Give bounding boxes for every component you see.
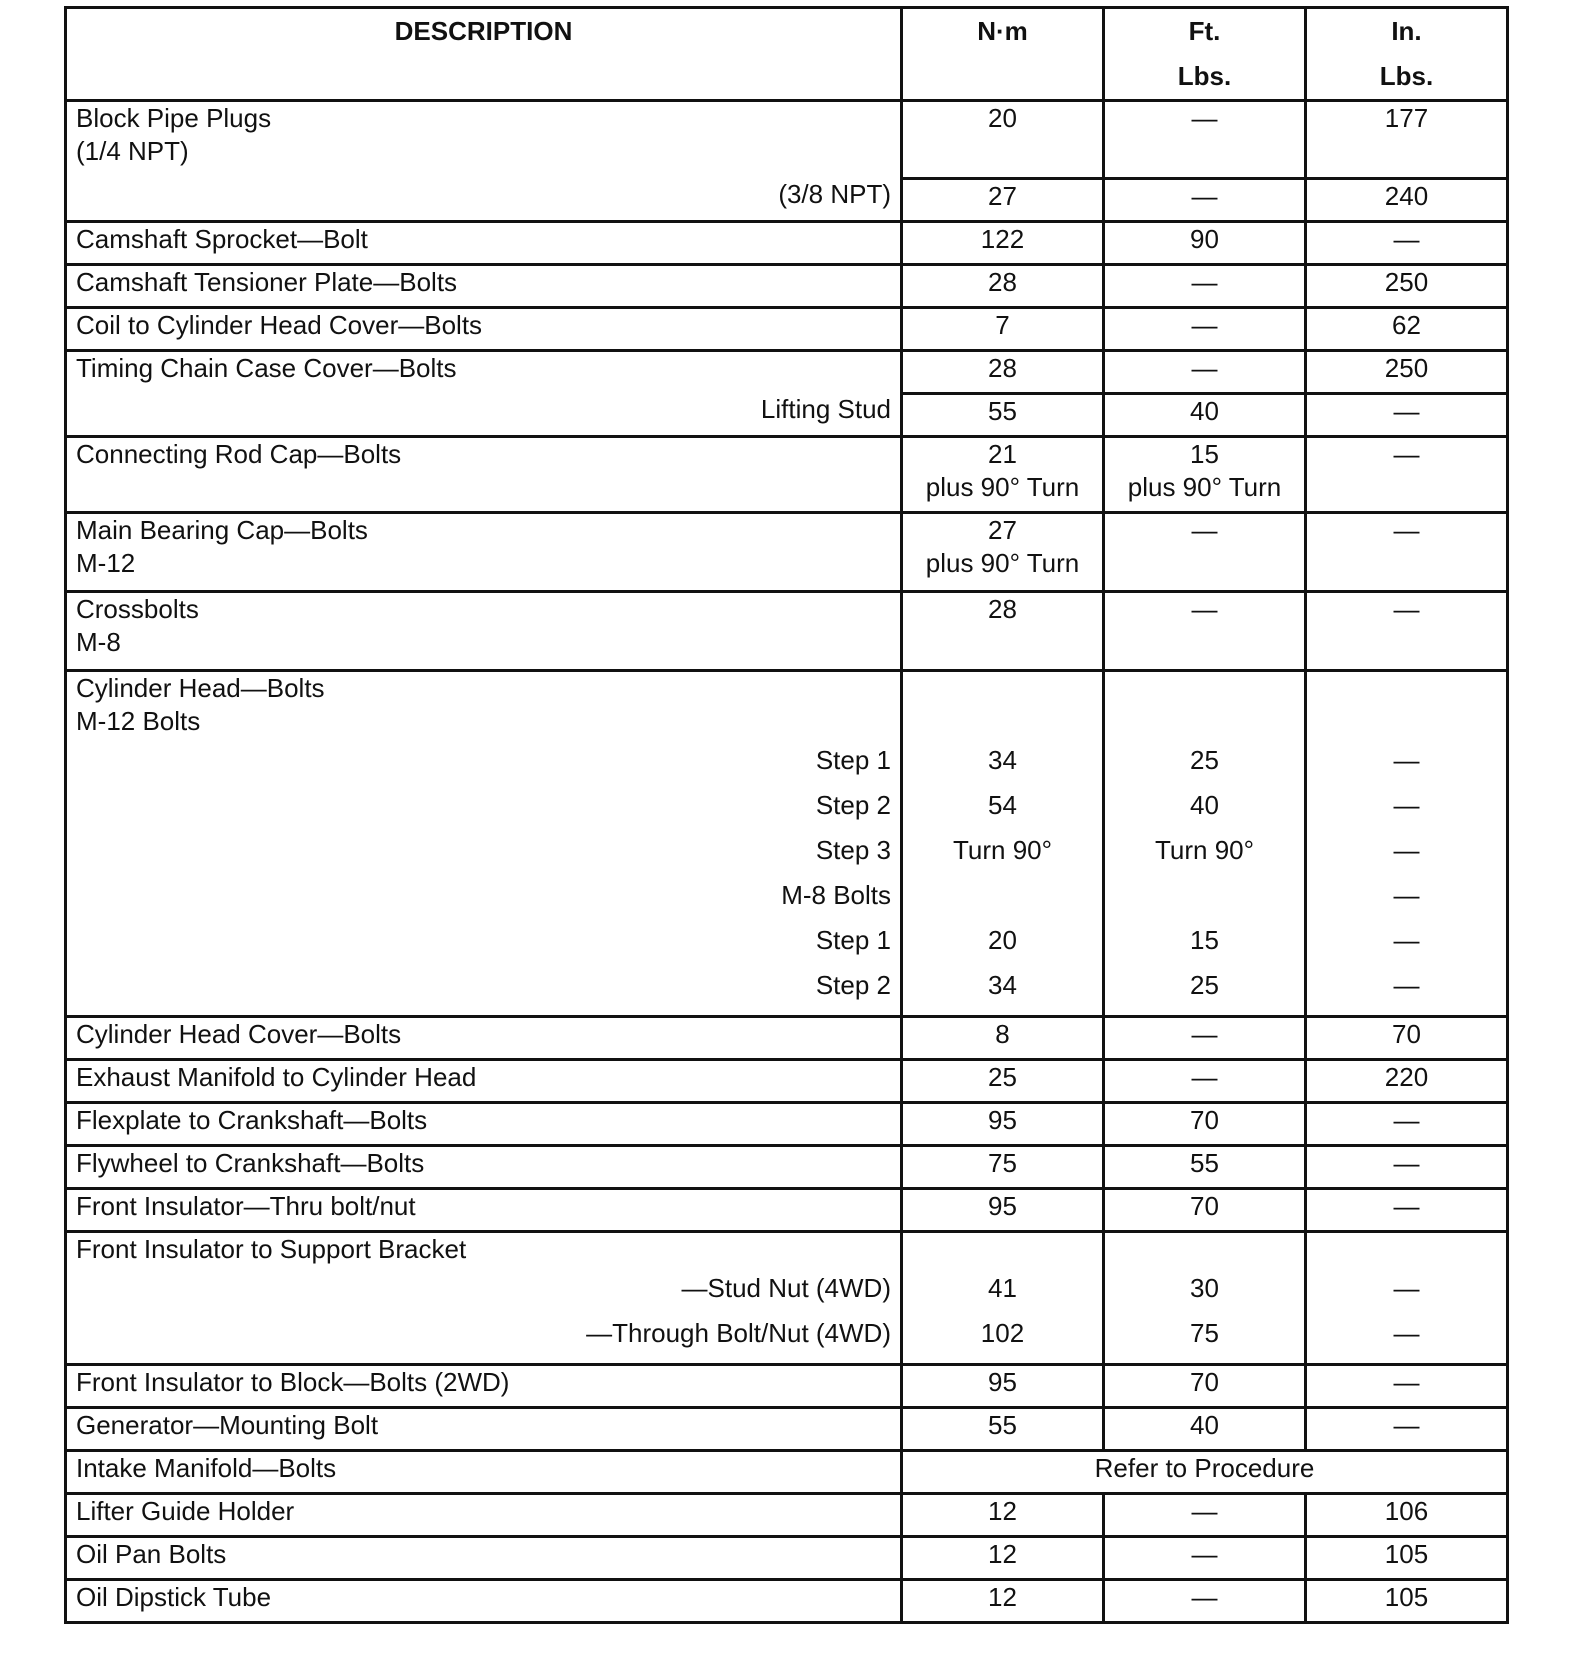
cell-text: (3/8 NPT) bbox=[778, 179, 891, 209]
cell-text: 40 bbox=[1190, 789, 1219, 820]
cell-text: 105 bbox=[1384, 1581, 1429, 1612]
row-sub-description bbox=[66, 393, 902, 436]
cell-text: M-8 Bolts bbox=[781, 879, 891, 910]
cell-text: 70 bbox=[1190, 1104, 1219, 1135]
cell-text: 106 bbox=[1384, 1495, 1429, 1526]
cell-text bbox=[1114, 873, 1295, 918]
cell-text: 28 bbox=[988, 593, 1017, 624]
cell-text: 8 bbox=[995, 1018, 1010, 1049]
cell-text: — bbox=[1393, 789, 1420, 820]
cell-text: 90 bbox=[1190, 223, 1219, 254]
cell-text: 102 bbox=[980, 1317, 1025, 1348]
cell-text: 12 bbox=[988, 1538, 1017, 1569]
cell-text: — bbox=[1393, 438, 1420, 469]
cell-text: — bbox=[1191, 180, 1218, 211]
row-description bbox=[66, 1102, 902, 1145]
row-nm-value bbox=[902, 1579, 1104, 1622]
cell-text: 40 bbox=[1190, 395, 1219, 426]
row-description bbox=[66, 1059, 902, 1102]
table-row bbox=[66, 670, 1508, 1016]
cell-text: — bbox=[1393, 395, 1420, 426]
table-row bbox=[66, 512, 1508, 591]
row-description bbox=[66, 350, 902, 393]
table-row bbox=[66, 178, 1508, 221]
torque-spec-table bbox=[64, 6, 1509, 1624]
cell-text: Cylinder Head Cover—Bolts bbox=[76, 1018, 402, 1049]
cell-text: Step 1 bbox=[815, 744, 891, 775]
row-ft-lbs-value bbox=[1104, 1231, 1306, 1364]
row-ft-lbs-value bbox=[1104, 1059, 1306, 1102]
row-merged-value bbox=[902, 1450, 1508, 1493]
cell-text: 70 bbox=[1392, 1018, 1421, 1049]
row-description bbox=[66, 591, 902, 670]
cell-text: — bbox=[1191, 1061, 1218, 1092]
cell-text: — bbox=[1393, 514, 1420, 545]
cell-text: plus 90° Turn bbox=[1127, 471, 1282, 502]
cell-text: 75 bbox=[1190, 1317, 1219, 1348]
row-in-lbs-value bbox=[1306, 1059, 1508, 1102]
cell-text: 28 bbox=[988, 352, 1017, 383]
cell-text: — bbox=[1393, 969, 1420, 1000]
table-row bbox=[66, 1579, 1508, 1622]
cell-text: Turn 90° bbox=[1154, 834, 1255, 865]
cell-text: — bbox=[1191, 593, 1218, 624]
cell-text: Crossbolts bbox=[76, 593, 199, 624]
row-in-lbs-value bbox=[1306, 101, 1508, 179]
table-row bbox=[66, 307, 1508, 350]
row-nm-value bbox=[902, 1059, 1104, 1102]
spacer bbox=[912, 1233, 1093, 1266]
cell-text: 95 bbox=[988, 1190, 1017, 1221]
row-ft-lbs-value bbox=[1104, 393, 1306, 436]
cell-text: 27 bbox=[988, 180, 1017, 211]
row-description bbox=[66, 1450, 902, 1493]
cell-text: — bbox=[1393, 223, 1420, 254]
row-ft-lbs-value bbox=[1104, 436, 1306, 512]
cell-text: 27 bbox=[988, 514, 1017, 545]
cell-text: — bbox=[1393, 879, 1420, 910]
row-in-lbs-value bbox=[1306, 1102, 1508, 1145]
cell-text: Coil to Cylinder Head Cover—Bolts bbox=[76, 309, 483, 340]
cell-text: 220 bbox=[1384, 1061, 1429, 1092]
cell-text: — bbox=[1393, 1317, 1420, 1348]
row-ft-lbs-value bbox=[1104, 1579, 1306, 1622]
row-nm-value bbox=[902, 221, 1104, 264]
cell-text: (1/4 NPT) bbox=[76, 136, 189, 166]
cell-text: 250 bbox=[1384, 266, 1429, 297]
row-ft-lbs-value bbox=[1104, 1407, 1306, 1450]
row-in-lbs-value bbox=[1306, 1536, 1508, 1579]
cell-text: 34 bbox=[988, 744, 1017, 775]
cell-text: Generator—Mounting Bolt bbox=[76, 1409, 379, 1440]
row-in-lbs-value bbox=[1306, 393, 1508, 436]
table-row bbox=[66, 1407, 1508, 1450]
table-row bbox=[66, 1493, 1508, 1536]
row-description bbox=[66, 1536, 902, 1579]
cell-text: 55 bbox=[1190, 1147, 1219, 1178]
cell-text: 12 bbox=[988, 1581, 1017, 1612]
row-in-lbs-value bbox=[1306, 1493, 1508, 1536]
row-ft-lbs-value bbox=[1104, 101, 1306, 179]
row-nm-value bbox=[902, 1364, 1104, 1407]
cell-text: M-12 bbox=[76, 547, 136, 578]
row-ft-lbs-value bbox=[1104, 591, 1306, 670]
row-nm-value bbox=[902, 307, 1104, 350]
row-description bbox=[66, 670, 902, 1016]
cell-text: — bbox=[1191, 1581, 1218, 1612]
table-row bbox=[66, 1059, 1508, 1102]
cell-text: — bbox=[1191, 1018, 1218, 1049]
row-description bbox=[66, 436, 902, 512]
cell-text: Camshaft Tensioner Plate—Bolts bbox=[76, 266, 458, 297]
cell-text: — bbox=[1393, 1409, 1420, 1440]
cell-text: 70 bbox=[1190, 1190, 1219, 1221]
cell-text: Flywheel to Crankshaft—Bolts bbox=[76, 1147, 425, 1178]
row-ft-lbs-value bbox=[1104, 178, 1306, 221]
table-row bbox=[66, 1188, 1508, 1231]
cell-text: 177 bbox=[1384, 103, 1429, 133]
cell-text: 105 bbox=[1384, 1538, 1429, 1569]
table-row bbox=[66, 101, 1508, 179]
header-nm: N·m bbox=[902, 8, 1104, 101]
cell-text bbox=[912, 873, 1093, 918]
row-in-lbs-value bbox=[1306, 307, 1508, 350]
row-nm-value bbox=[902, 1493, 1104, 1536]
header-ft-lbs: Ft. Lbs. bbox=[1104, 8, 1306, 101]
row-nm-value bbox=[902, 350, 1104, 393]
table-row bbox=[66, 1145, 1508, 1188]
row-sub-description bbox=[66, 178, 902, 221]
cell-text: — bbox=[1393, 1104, 1420, 1135]
cell-text: Block Pipe Plugs bbox=[76, 103, 272, 133]
spacer bbox=[1114, 672, 1295, 705]
cell-text: Step 2 bbox=[815, 969, 891, 1000]
cell-text: 20 bbox=[988, 924, 1017, 955]
cell-text: 15 bbox=[1190, 924, 1219, 955]
cell-text: Step 2 bbox=[815, 789, 891, 820]
row-in-lbs-value bbox=[1306, 1188, 1508, 1231]
row-in-lbs-value bbox=[1306, 1231, 1508, 1364]
table-row bbox=[66, 1231, 1508, 1364]
row-ft-lbs-value bbox=[1104, 670, 1306, 1016]
row-in-lbs-value bbox=[1306, 591, 1508, 670]
cell-text: — bbox=[1393, 1366, 1420, 1397]
row-in-lbs-value bbox=[1306, 1364, 1508, 1407]
cell-text: Refer to Procedure bbox=[1094, 1452, 1315, 1483]
cell-text: — bbox=[1393, 834, 1420, 865]
row-description bbox=[66, 1145, 902, 1188]
row-in-lbs-value bbox=[1306, 350, 1508, 393]
header-in-lbs: In. Lbs. bbox=[1379, 16, 1434, 91]
spacer bbox=[912, 672, 1093, 705]
cell-text: Timing Chain Case Cover—Bolts bbox=[76, 352, 457, 383]
table-row bbox=[66, 1102, 1508, 1145]
table-row bbox=[66, 393, 1508, 436]
row-description bbox=[66, 1407, 902, 1450]
row-in-lbs-value bbox=[1306, 512, 1508, 591]
row-nm-value bbox=[902, 1016, 1104, 1059]
cell-text: 34 bbox=[988, 969, 1017, 1000]
table-row bbox=[66, 264, 1508, 307]
spacer bbox=[1316, 672, 1497, 705]
row-nm-value bbox=[902, 512, 1104, 591]
cell-text: Oil Pan Bolts bbox=[76, 1538, 227, 1569]
row-description bbox=[66, 1188, 902, 1231]
cell-text: Exhaust Manifold to Cylinder Head bbox=[76, 1061, 477, 1092]
cell-text: 15 bbox=[1190, 438, 1219, 469]
cell-text: — bbox=[1191, 266, 1218, 297]
cell-text: 240 bbox=[1384, 180, 1429, 211]
cell-text: Front Insulator to Support Bracket bbox=[76, 1233, 467, 1264]
cell-text: 21 bbox=[988, 438, 1017, 469]
cell-text: 7 bbox=[995, 309, 1010, 340]
row-ft-lbs-value bbox=[1104, 307, 1306, 350]
cell-text: 62 bbox=[1392, 309, 1421, 340]
cell-text: Lifter Guide Holder bbox=[76, 1495, 295, 1526]
row-nm-value bbox=[902, 1231, 1104, 1364]
row-in-lbs-value bbox=[1306, 1579, 1508, 1622]
cell-text: — bbox=[1191, 103, 1218, 133]
row-nm-value bbox=[902, 393, 1104, 436]
row-description bbox=[66, 307, 902, 350]
row-nm-value bbox=[902, 670, 1104, 1016]
table-row bbox=[66, 436, 1508, 512]
cell-text: Oil Dipstick Tube bbox=[76, 1581, 272, 1612]
row-nm-value bbox=[902, 264, 1104, 307]
cell-text: 20 bbox=[988, 103, 1017, 133]
spacer bbox=[912, 705, 1093, 738]
row-ft-lbs-value bbox=[1104, 221, 1306, 264]
cell-text: 25 bbox=[1190, 744, 1219, 775]
table-body bbox=[66, 101, 1508, 1623]
header-description: DESCRIPTION bbox=[66, 8, 902, 101]
cell-text: 54 bbox=[988, 789, 1017, 820]
table-row bbox=[66, 350, 1508, 393]
row-nm-value bbox=[902, 1536, 1104, 1579]
cell-text: 95 bbox=[988, 1366, 1017, 1397]
row-description bbox=[66, 512, 902, 591]
row-ft-lbs-value bbox=[1104, 1493, 1306, 1536]
row-ft-lbs-value bbox=[1104, 1145, 1306, 1188]
header-row bbox=[66, 8, 1508, 101]
cell-text: — bbox=[1393, 1147, 1420, 1178]
cell-text: Main Bearing Cap—Bolts bbox=[76, 514, 368, 545]
row-description bbox=[66, 264, 902, 307]
cell-text: Front Insulator—Thru bolt/nut bbox=[76, 1190, 416, 1221]
cell-text: plus 90° Turn bbox=[925, 471, 1080, 502]
table-row bbox=[66, 221, 1508, 264]
row-ft-lbs-value bbox=[1104, 512, 1306, 591]
cell-text: — bbox=[1393, 1272, 1420, 1303]
row-nm-value bbox=[902, 436, 1104, 512]
cell-text: Connecting Rod Cap—Bolts bbox=[76, 438, 402, 469]
spacer bbox=[1114, 1233, 1295, 1266]
cell-text: 75 bbox=[988, 1147, 1017, 1178]
row-nm-value bbox=[902, 1145, 1104, 1188]
cell-text: 40 bbox=[1190, 1409, 1219, 1440]
cell-text: M-8 bbox=[76, 626, 121, 657]
row-description bbox=[66, 1231, 902, 1364]
cell-text: 25 bbox=[1190, 969, 1219, 1000]
cell-text: Flexplate to Crankshaft—Bolts bbox=[76, 1104, 428, 1135]
row-in-lbs-value bbox=[1306, 264, 1508, 307]
cell-text: — bbox=[1191, 514, 1218, 545]
cell-text: 30 bbox=[1190, 1272, 1219, 1303]
cell-text: plus 90° Turn bbox=[925, 547, 1080, 578]
cell-text: — bbox=[1393, 744, 1420, 775]
row-ft-lbs-value bbox=[1104, 1188, 1306, 1231]
cell-text: M-12 Bolts bbox=[76, 705, 201, 736]
row-in-lbs-value bbox=[1306, 178, 1508, 221]
spacer bbox=[1316, 705, 1497, 738]
cell-text: —Through Bolt/Nut (4WD) bbox=[586, 1317, 891, 1348]
cell-text: — bbox=[1393, 593, 1420, 624]
row-description bbox=[66, 101, 902, 179]
cell-text: 12 bbox=[988, 1495, 1017, 1526]
cell-text: — bbox=[1393, 924, 1420, 955]
cell-text: Lifting Stud bbox=[760, 394, 891, 424]
cell-text: — bbox=[1393, 1190, 1420, 1221]
row-in-lbs-value bbox=[1306, 436, 1508, 512]
spacer bbox=[1316, 1233, 1497, 1266]
row-ft-lbs-value bbox=[1104, 264, 1306, 307]
cell-text: 70 bbox=[1190, 1366, 1219, 1397]
row-nm-value bbox=[902, 591, 1104, 670]
cell-text: 28 bbox=[988, 266, 1017, 297]
row-in-lbs-value bbox=[1306, 1407, 1508, 1450]
row-ft-lbs-value bbox=[1104, 1536, 1306, 1579]
cell-text: Camshaft Sprocket—Bolt bbox=[76, 223, 368, 254]
row-in-lbs-value bbox=[1306, 221, 1508, 264]
row-description bbox=[66, 1579, 902, 1622]
row-description bbox=[66, 1016, 902, 1059]
row-description bbox=[66, 221, 902, 264]
table-row bbox=[66, 1364, 1508, 1407]
cell-text: — bbox=[1191, 309, 1218, 340]
row-nm-value bbox=[902, 1407, 1104, 1450]
cell-text: Front Insulator to Block—Bolts (2WD) bbox=[76, 1366, 510, 1397]
row-in-lbs-value bbox=[1306, 1016, 1508, 1059]
row-nm-value bbox=[902, 178, 1104, 221]
cell-text: Intake Manifold—Bolts bbox=[76, 1452, 337, 1483]
row-ft-lbs-value bbox=[1104, 1364, 1306, 1407]
cell-text: 95 bbox=[988, 1104, 1017, 1135]
table-row bbox=[66, 1016, 1508, 1059]
row-nm-value bbox=[902, 1188, 1104, 1231]
row-description bbox=[66, 1493, 902, 1536]
cell-text: Cylinder Head—Bolts bbox=[76, 672, 325, 703]
spacer bbox=[1114, 705, 1295, 738]
cell-text: 250 bbox=[1384, 352, 1429, 383]
cell-text: 122 bbox=[980, 223, 1025, 254]
cell-text: 55 bbox=[988, 395, 1017, 426]
row-nm-value bbox=[902, 101, 1104, 179]
row-description bbox=[66, 1364, 902, 1407]
cell-text: 25 bbox=[988, 1061, 1017, 1092]
cell-text: — bbox=[1191, 352, 1218, 383]
row-in-lbs-value bbox=[1306, 670, 1508, 1016]
row-ft-lbs-value bbox=[1104, 1102, 1306, 1145]
cell-text: Step 1 bbox=[815, 924, 891, 955]
cell-text: 41 bbox=[988, 1272, 1017, 1303]
row-in-lbs-value bbox=[1306, 1145, 1508, 1188]
table-row bbox=[66, 1536, 1508, 1579]
cell-text: — bbox=[1191, 1495, 1218, 1526]
table-row bbox=[66, 591, 1508, 670]
row-ft-lbs-value bbox=[1104, 1016, 1306, 1059]
table-row bbox=[66, 1450, 1508, 1493]
row-ft-lbs-value bbox=[1104, 350, 1306, 393]
cell-text: Step 3 bbox=[815, 834, 891, 865]
cell-text: — bbox=[1191, 1538, 1218, 1569]
row-nm-value bbox=[902, 1102, 1104, 1145]
cell-text: —Stud Nut (4WD) bbox=[681, 1272, 891, 1303]
cell-text: 55 bbox=[988, 1409, 1017, 1440]
cell-text: Turn 90° bbox=[952, 834, 1053, 865]
